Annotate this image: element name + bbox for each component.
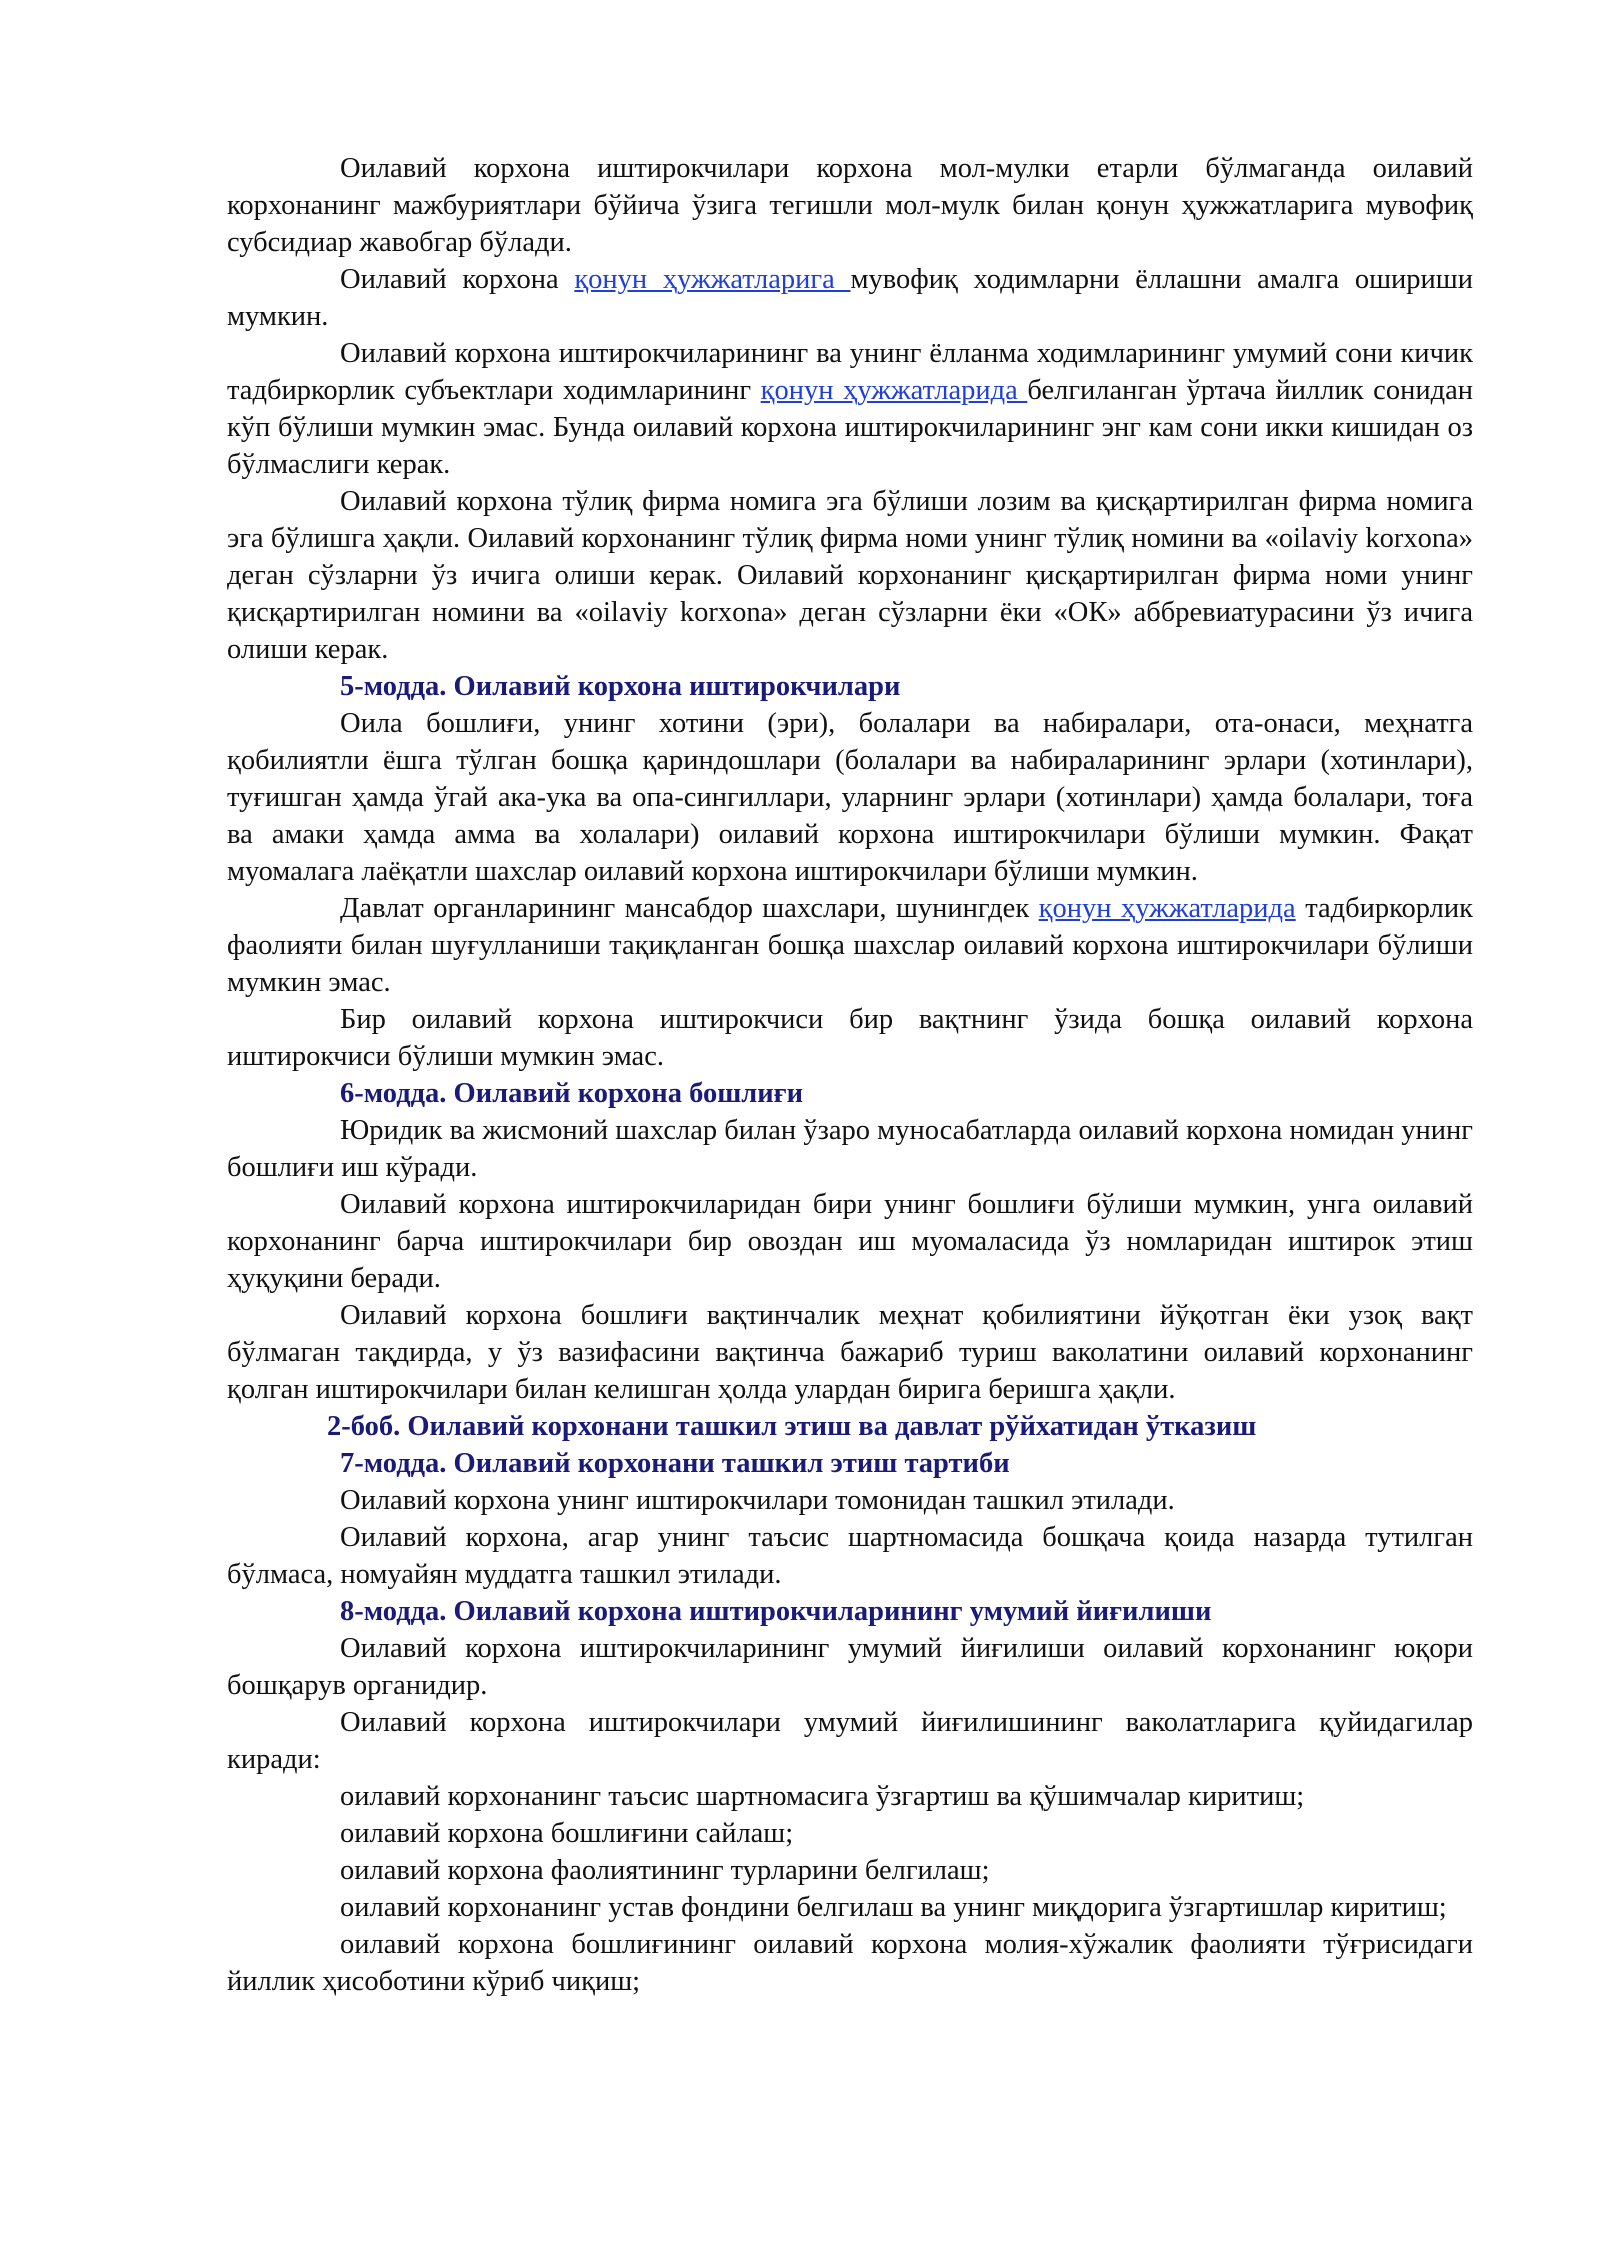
chapter-2-heading: 2-боб. Оилавий корхонани ташкил этиш ва давлат рўйхатидан ўтказиш	[327, 1411, 1257, 1442]
text-span: Оилавий корхона иштирокчиларининг ва унинг ёлланма ходимларининг умумий сони кичик тадбиркорлик субъектлари ходимларининг	[227, 338, 1473, 406]
text-span: мувофиқ ходимларни ёллашни амалга ошириши мумкин.	[227, 264, 1473, 332]
paragraph-10: Оилавий корхона бошлиғи вақтинчалик меҳнат қобилиятини йўқотган ёки узоқ вақт бўлмаган тақдирда, у ўз вазифасини вақтинча бажариб туриш ваколатини оилавий корхонанинг қолган иштирокчилари билан келишган ҳолда улардан бирига беришга ҳақли.	[227, 1300, 1473, 1405]
list-item: оилавий корхона бошлиғини сайлаш;	[340, 1818, 794, 1849]
paragraph-13: Оилавий корхона иштирокчиларининг умумий йиғилиши оилавий корхонанинг юқори бошқарув органидир.	[227, 1633, 1473, 1701]
paragraph-3	[227, 335, 1473, 483]
article-5-heading: 5-модда. Оилавий корхона иштирокчилари	[340, 671, 901, 702]
paragraph-12: Оилавий корхона, агар унинг таъсис шартномасида бошқача қоида назарда тутилган бўлмаса, номуайян муддатга ташкил этилади.	[227, 1522, 1473, 1590]
paragraph-4: Оилавий корхона тўлиқ фирма номига эга бўлиши лозим ва қисқартирилган фирма номига эга бўлишга ҳақли. Оилавий корхонанинг тўлиқ фирма номи унинг тўлиқ номини ва «oilaviy korxona» деган сўзларни ўз ичига олиши керак. Оилавий корхонанинг қисқартирилган фирма номи унинг қисқартирилган номини ва «oilaviy korxona» деган сўзларни ёки «ОК» аббревиатурасини ўз ичига олиши керак.	[227, 486, 1473, 665]
paragraph-2	[227, 261, 1473, 335]
paragraph-14: Оилавий корхона иштирокчилари умумий йиғилишининг ваколатларига қуйидагилар киради:	[227, 1707, 1473, 1775]
text-span: тадбиркорлик фаолияти билан шуғулланиши тақиқланган бошқа шахслар оилавий корхона иштирокчилари бўлиши мумкин эмас.	[227, 893, 1473, 998]
document-page	[227, 150, 1473, 2000]
law-documents-link[interactable]: қонун ҳужжатларига	[574, 264, 851, 295]
article-6-heading: 6-модда. Оилавий корхона бошлиғи	[340, 1078, 804, 1109]
paragraph-1: Оилавий корхона иштирокчилари корхона мол-мулки етарли бўлмаганда оилавий корхонанинг мажбуриятлари бўйича ўзига тегишли мол-мулк билан қонун ҳужжатларига мувофиқ субсидиар жавобгар бўлади.	[227, 153, 1473, 258]
law-documents-link[interactable]: қонун ҳужжатларида	[760, 375, 1028, 406]
paragraph-7: Бир оилавий корхона иштирокчиси бир вақтнинг ўзида бошқа оилавий корхона иштирокчиси бўлиши мумкин эмас.	[227, 1004, 1473, 1072]
list-item: оилавий корхона фаолиятининг турларини белгилаш;	[340, 1855, 990, 1886]
law-documents-link[interactable]: қонун ҳужжатларида	[1038, 893, 1296, 924]
article-7-heading: 7-модда. Оилавий корхонани ташкил этиш тартиби	[340, 1448, 1010, 1479]
paragraph-5: Оила бошлиғи, унинг хотини (эри), болалари ва набиралари, ота-онаси, меҳнатга қобилиятли ёшга тўлган бошқа қариндошлари (болалари ва набираларининг эрлари (хотинлари), туғишган ҳамда ўгай ака-ука ва опа-сингиллари, уларнинг эрлари (хотинлари) ҳамда болалари, тоға ва амаки ҳамда амма ва холалари) оилавий корхона иштирокчилари бўлиши мумкин. Фақат муомалага лаёқатли шахслар оилавий корхона иштирокчилари бўлиши мумкин.	[227, 708, 1473, 887]
article-8-heading: 8-модда. Оилавий корхона иштирокчиларининг умумий йиғилиши	[340, 1596, 1212, 1627]
paragraph-9: Оилавий корхона иштирокчиларидан бири унинг бошлиғи бўлиши мумкин, унга оилавий корхонанинг барча иштирокчилари бир овоздан иш муомаласида ўз номларидан иштирок этиш ҳуқуқини беради.	[227, 1189, 1473, 1294]
text-span: Оилавий корхона	[340, 264, 575, 295]
paragraph-8: Юридик ва жисмоний шахслар билан ўзаро муносабатларда оилавий корхона номидан унинг бошлиғи иш кўради.	[227, 1115, 1473, 1183]
list-item: оилавий корхонанинг таъсис шартномасига ўзгартиш ва қўшимчалар киритиш;	[340, 1781, 1305, 1812]
list-item: оилавий корхонанинг устав фондини белгилаш ва унинг миқдорига ўзгартишлар киритиш;	[340, 1892, 1447, 1923]
paragraph-11: Оилавий корхона унинг иштирокчилари томонидан ташкил этилади.	[340, 1485, 1175, 1516]
text-span: белгиланган ўртача йиллик сонидан кўп бўлиши мумкин эмас. Бунда оилавий корхона иштирокчиларининг энг кам сони икки кишидан оз бўлмаслиги керак.	[227, 375, 1473, 480]
paragraph-6	[227, 890, 1473, 1001]
list-item: оилавий корхона бошлиғининг оилавий корхона молия-хўжалик фаолияти тўғрисидаги йиллик ҳисоботини кўриб чиқиш;	[227, 1929, 1473, 1997]
text-span: Давлат органларининг мансабдор шахслари, шунингдек	[340, 893, 1039, 924]
